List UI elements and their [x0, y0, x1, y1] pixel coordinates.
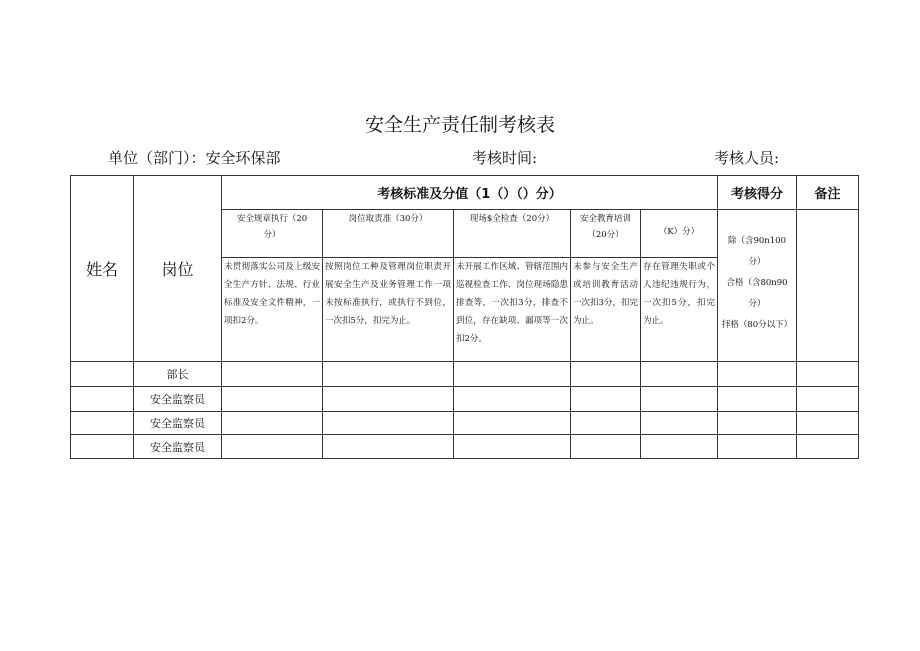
criterion-1-desc: 未贯彻落实公司及上级安全生产方针、法规、行业标准及安全文件精神，一项扣2分。: [222, 258, 323, 362]
examiner-label: 考核人员:: [714, 149, 780, 167]
post-cell: 安全监察员: [134, 412, 222, 435]
note-header: 备注: [797, 176, 859, 210]
name-cell[interactable]: [71, 362, 134, 387]
exam-time-label: 考核时间:: [472, 149, 538, 167]
criterion-4-label: 安全教育培训 （20分）: [571, 210, 641, 258]
criterion-1-label: 安全规章执行（20 分）: [222, 210, 323, 258]
criterion-2-desc: 按照岗位工种及管理岗位职责开展安全生产及业务管理工作一项未按标准执行，或执行不到位，一次扣5分，扣完为止。: [323, 258, 454, 362]
post-header: 岗位: [134, 176, 222, 362]
post-cell: 部长: [134, 362, 222, 387]
unit-label: 单位（部门）：安全环保部: [108, 149, 281, 167]
name-header: 姓名: [71, 176, 134, 362]
standard-header: 考核标准及分值（1（）（）分）: [222, 176, 718, 210]
criterion-5-desc: 存在管理失职或个人违纪违规行为，一次扣5分，扣完为止。: [641, 258, 718, 362]
score-levels: 除（含90n100 分） 合格（含80n90 分） 拝格（80分以下）: [718, 210, 797, 362]
note-cell: [797, 210, 859, 362]
table-row: [71, 362, 859, 387]
criterion-5-label: （K）分）: [641, 210, 718, 258]
criterion-4-desc: 未参与安全生产或培训教育活动一次扣3分，扣完为止。: [571, 258, 641, 362]
assessment-table: [70, 175, 859, 459]
page-title: 安全生产责任制考核表: [364, 114, 555, 136]
criterion-2-label: 岗位取责准（30分）: [323, 210, 454, 258]
name-cell[interactable]: [71, 387, 134, 412]
table-row: [71, 387, 859, 412]
table-row: [71, 412, 859, 435]
score-header: 考核得分: [718, 176, 797, 210]
criterion-3-label: 现场$全检查（20分）: [454, 210, 571, 258]
post-cell: 安全监察员: [134, 435, 222, 459]
name-cell[interactable]: [71, 435, 134, 459]
criterion-3-desc: 未开展工作区域、管辖范围内巡视检查工作、岗位现场隐患排查等，一次扣3分，排查不到位，存在缺项、漏项等一次扣2分。: [454, 258, 571, 362]
table-row: [71, 435, 859, 459]
post-cell: 安全监察员: [134, 387, 222, 412]
name-cell[interactable]: [71, 412, 134, 435]
